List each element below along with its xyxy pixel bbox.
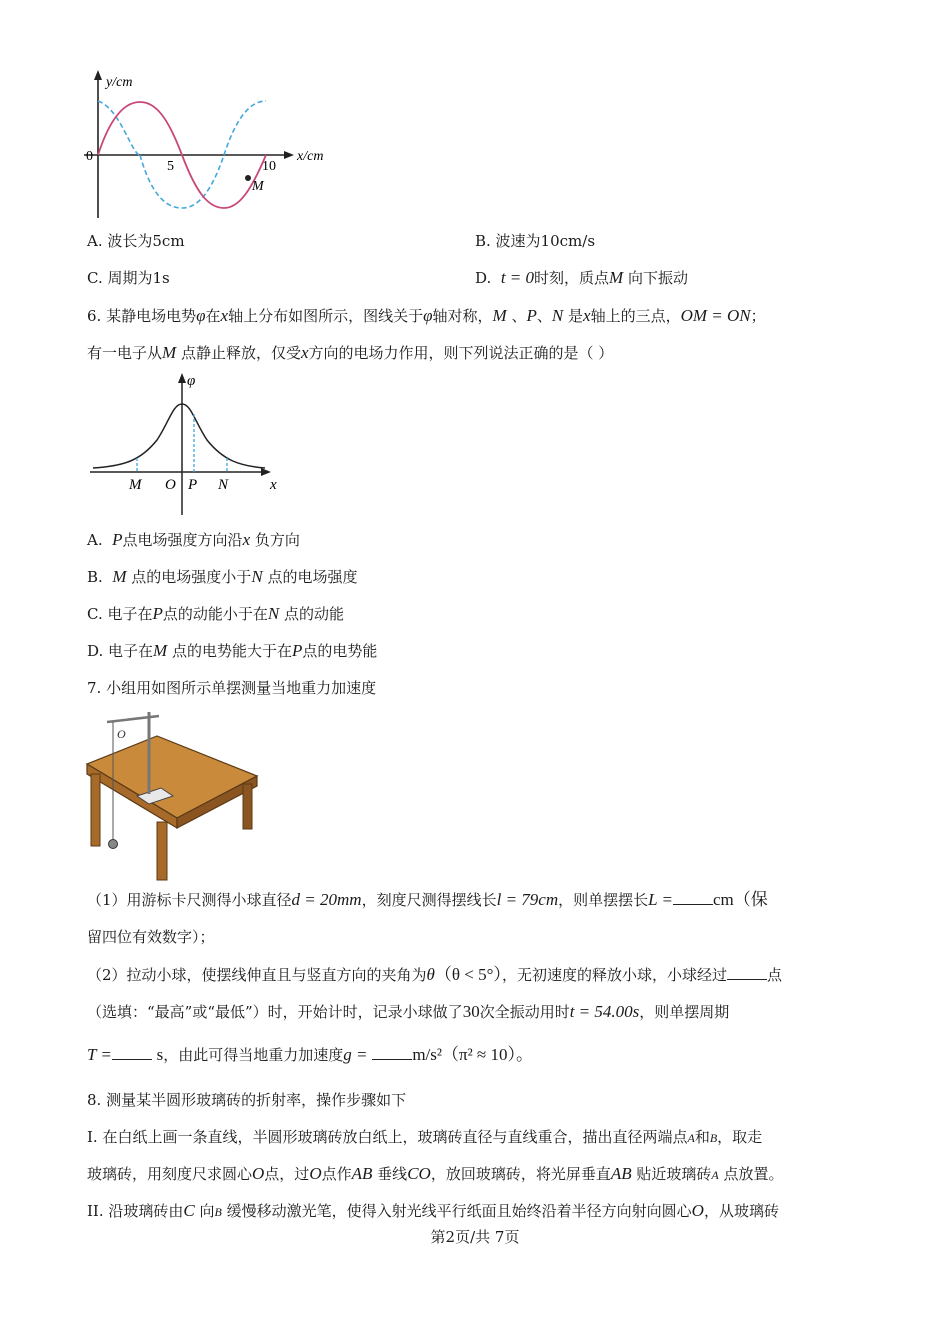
q7-s1-a: （1）用游标卡尺测得小球直径 bbox=[87, 891, 292, 909]
q6-option-d bbox=[87, 641, 377, 661]
q5-d-post: 向下振动 bbox=[627, 269, 688, 287]
q6-text-a: 6. 某静电场电势 bbox=[87, 307, 197, 325]
q6-stem-line1 bbox=[87, 306, 766, 326]
q7-s2-t: t = 54.00s bbox=[569, 1002, 640, 1021]
wave-y-label: y/cm bbox=[106, 75, 133, 90]
wave-figure bbox=[80, 68, 340, 223]
q8-a-2: A bbox=[711, 1168, 719, 1182]
q7-s1-d: d = 20mm bbox=[291, 890, 362, 909]
q5-option-d bbox=[475, 268, 688, 288]
table-leg-back-right bbox=[243, 784, 252, 829]
q8-and: 和 bbox=[694, 1128, 710, 1146]
q8-i2-e: ，放回玻璃砖，将光屏垂直 bbox=[430, 1165, 611, 1183]
q6-text-f: 轴上的三点， bbox=[590, 307, 681, 325]
q6-d-end: 点的电势能 bbox=[302, 642, 378, 660]
q8-step2-line1 bbox=[87, 1201, 779, 1222]
q6-l2-x: x bbox=[300, 343, 309, 362]
wave-x-arrow bbox=[284, 151, 294, 159]
q8-co: CO bbox=[407, 1164, 431, 1183]
q6-sep1: 、 bbox=[511, 307, 527, 325]
q6-a-x: x bbox=[242, 530, 251, 549]
q7-title: 7. 小组用如图所示单摆测量当地重力加速度 bbox=[87, 679, 377, 697]
q7-s1-unit: cm（保 bbox=[713, 890, 768, 909]
q7-s2-unit: m/s² bbox=[412, 1045, 442, 1064]
q7-step1-line1 bbox=[87, 890, 768, 910]
q6-b-m: M bbox=[112, 567, 127, 586]
q8-i2-c: 点作 bbox=[321, 1165, 352, 1183]
table-leg-front-right bbox=[157, 822, 167, 880]
page-footer: 第2页/共 7页 bbox=[430, 1228, 520, 1246]
q7-blank-point[interactable] bbox=[727, 965, 767, 980]
q7-s2-s: s bbox=[156, 1045, 164, 1064]
q8-i2-g: 点放置。 bbox=[723, 1165, 784, 1183]
q7-s2-approx: （π² ≈ 10）。 bbox=[441, 1045, 533, 1064]
q6-a-end: 负方向 bbox=[254, 531, 300, 549]
q6-a-pre: A. bbox=[87, 531, 103, 549]
q6-c-p: P bbox=[152, 604, 163, 623]
q5-d-pre: D. bbox=[475, 269, 492, 287]
q7-blank-L[interactable] bbox=[673, 890, 713, 905]
q6-text-b: 在 bbox=[205, 307, 221, 325]
q7-s1-L: L = bbox=[648, 890, 674, 909]
pendulum-figure bbox=[85, 706, 265, 881]
q7-s1-l: l = 79cm bbox=[496, 890, 559, 909]
q7-s2-g: g = bbox=[343, 1045, 368, 1064]
q8-step1-line2 bbox=[87, 1164, 784, 1185]
q7-s2-l2c: ，则单摆周期 bbox=[639, 1003, 730, 1021]
stand-arm bbox=[107, 716, 159, 722]
wave-tick-10: 10 bbox=[262, 159, 276, 174]
label-p: P bbox=[188, 477, 198, 493]
q6-c-mid: 点的动能小于在 bbox=[162, 605, 268, 623]
q6-text-e: 是 bbox=[568, 307, 584, 325]
q8-a: A bbox=[687, 1131, 695, 1145]
q8-o-2: O bbox=[309, 1164, 322, 1183]
q6-b-n: N bbox=[251, 567, 263, 586]
q6-text-c: 轴上分布如图所示，图线关于 bbox=[228, 307, 424, 325]
q7-s2-cond: （θ < 5°） bbox=[434, 965, 502, 984]
q7-s2-l3a: ，由此可得当地重力加速度 bbox=[163, 1046, 344, 1064]
wave-tick-5: 5 bbox=[167, 159, 174, 174]
q8-ii-c: 缓慢移动激光笔，使得入射光线平行纸面且始终沿着半径方向射向圆心 bbox=[226, 1202, 692, 1220]
q6-l2-m: M bbox=[162, 343, 177, 362]
q6-l2-a: 有一电子从 bbox=[87, 344, 163, 362]
phi-axis-arrow bbox=[178, 373, 186, 383]
q7-step2-line1 bbox=[87, 965, 782, 985]
q8-i1-a: I. 在白纸上画一条直线，半圆形玻璃砖放白纸上，玻璃砖直径与直线重合，描出直径两端点 bbox=[87, 1128, 688, 1146]
q5-option-b: B. 波速为10cm/s bbox=[475, 232, 596, 250]
q7-s2-a: （2）拉动小球，使摆线伸直且与竖直方向的夹角为 bbox=[87, 966, 427, 984]
q8-title: 8. 测量某半圆形玻璃砖的折射率，操作步骤如下 bbox=[87, 1091, 407, 1109]
q5-d-m: M bbox=[609, 268, 624, 287]
phi-axis-label: φ bbox=[187, 373, 196, 389]
q6-l2-c: 方向的电场力作用，则下列说法正确的是（ ） bbox=[308, 344, 614, 362]
pendulum-pivot-label: O bbox=[117, 727, 126, 741]
wave-point-m bbox=[245, 175, 251, 181]
q6-option-c bbox=[87, 604, 344, 624]
q6-text-d: 轴对称， bbox=[432, 307, 493, 325]
q6-option-b bbox=[87, 567, 357, 587]
q7-s2-T: T = bbox=[87, 1045, 112, 1064]
q7-s2-l2b: 次全振动用时 bbox=[479, 1003, 570, 1021]
q6-stem-line2 bbox=[87, 343, 613, 363]
q6-d-pre: D. 电子在 bbox=[87, 642, 154, 660]
q6-end: ； bbox=[750, 307, 766, 325]
q7-blank-g[interactable] bbox=[372, 1045, 412, 1060]
q8-ab-2: AB bbox=[610, 1164, 632, 1183]
label-m: M bbox=[129, 477, 142, 493]
q8-c: C bbox=[183, 1201, 195, 1220]
table-leg-front-left bbox=[91, 774, 100, 846]
q8-i2-a: 玻璃砖，用刻度尺求圆心 bbox=[87, 1165, 253, 1183]
q8-ii-b: 向 bbox=[199, 1202, 215, 1220]
q7-theta: θ bbox=[426, 965, 435, 984]
q6-sep2: 、 bbox=[536, 307, 552, 325]
q6-option-a bbox=[87, 530, 300, 550]
q6-phi-2: φ bbox=[423, 306, 433, 325]
q6-c-pre: C. 电子在 bbox=[87, 605, 153, 623]
q6-a-p: P bbox=[112, 530, 123, 549]
q6-b-mid: 点的电场强度小于 bbox=[131, 568, 252, 586]
label-n: N bbox=[218, 477, 229, 493]
q5-d-t0: t = 0 bbox=[500, 268, 535, 287]
q8-i2-b: 点，过 bbox=[264, 1165, 310, 1183]
q8-b: B bbox=[709, 1131, 718, 1145]
q7-blank-T[interactable] bbox=[112, 1045, 152, 1060]
q8-step1-line1 bbox=[87, 1127, 762, 1148]
q8-i2-d: 垂线 bbox=[377, 1165, 408, 1183]
q8-ii-a: II. 沿玻璃砖由 bbox=[87, 1202, 184, 1220]
q7-s2-l2a: （选填：“最高”或“最低”）时，开始计时，记录小球做了 bbox=[87, 1003, 463, 1021]
q6-l2-b: 点静止释放，仅受 bbox=[180, 344, 301, 362]
q6-d-m: M bbox=[153, 641, 168, 660]
wave-y-arrow bbox=[94, 70, 102, 80]
q5-option-c: C. 周期为1s bbox=[87, 269, 170, 287]
q7-s2-30: 30 bbox=[462, 1002, 480, 1021]
potential-curve bbox=[93, 404, 265, 468]
q8-o-3: O bbox=[691, 1201, 704, 1220]
q6-m: M bbox=[492, 306, 507, 325]
q6-a-post: 点电场强度方向沿 bbox=[122, 531, 243, 549]
q6-d-mid: 点的电势能大于在 bbox=[171, 642, 292, 660]
q6-c-n: N bbox=[267, 604, 280, 623]
wave-point-m-label: M bbox=[252, 179, 264, 194]
q7-step2-line2 bbox=[87, 1002, 729, 1022]
q5-option-a: A. 波长为5cm bbox=[87, 232, 185, 250]
q7-s2-c: 点 bbox=[766, 966, 782, 984]
q8-ab: AB bbox=[351, 1164, 373, 1183]
q8-i2-f: 贴近玻璃砖 bbox=[636, 1165, 712, 1183]
q6-p: P bbox=[526, 306, 537, 325]
wave-origin-label: 0 bbox=[86, 149, 93, 164]
q7-s2-b: ，无初速度的释放小球，小球经过 bbox=[501, 966, 727, 984]
q6-d-p: P bbox=[292, 641, 303, 660]
q6-b-pre: B. bbox=[87, 568, 103, 586]
label-o: O bbox=[165, 477, 176, 493]
q6-b-end: 点的电场强度 bbox=[267, 568, 358, 586]
potential-x-arrow bbox=[261, 468, 271, 476]
q8-o: O bbox=[252, 1164, 265, 1183]
q6-x: x bbox=[220, 306, 229, 325]
q5-d-mid: 时刻，质点 bbox=[534, 269, 610, 287]
q6-eq: OM = ON bbox=[680, 306, 751, 325]
q7-s1-c: ，则单摆摆长 bbox=[558, 891, 649, 909]
q6-c-end: 点的动能 bbox=[284, 605, 345, 623]
q6-x-2: x bbox=[583, 306, 591, 325]
label-x: x bbox=[270, 477, 277, 493]
q7-step1-line2: 留四位有效数字）； bbox=[87, 928, 215, 946]
potential-figure bbox=[85, 370, 295, 520]
q8-ii-d: ，从玻璃砖 bbox=[703, 1202, 779, 1220]
q6-n: N bbox=[551, 306, 564, 325]
pendulum-bob bbox=[109, 840, 118, 849]
q8-b-2: B bbox=[214, 1205, 222, 1219]
q6-phi: φ bbox=[196, 306, 206, 325]
wave-x-label: x/cm bbox=[297, 149, 324, 164]
q7-step2-line3 bbox=[87, 1045, 533, 1065]
q8-i1-end: ，取走 bbox=[717, 1128, 763, 1146]
q7-s1-b: ，刻度尺测得摆线长 bbox=[361, 891, 497, 909]
